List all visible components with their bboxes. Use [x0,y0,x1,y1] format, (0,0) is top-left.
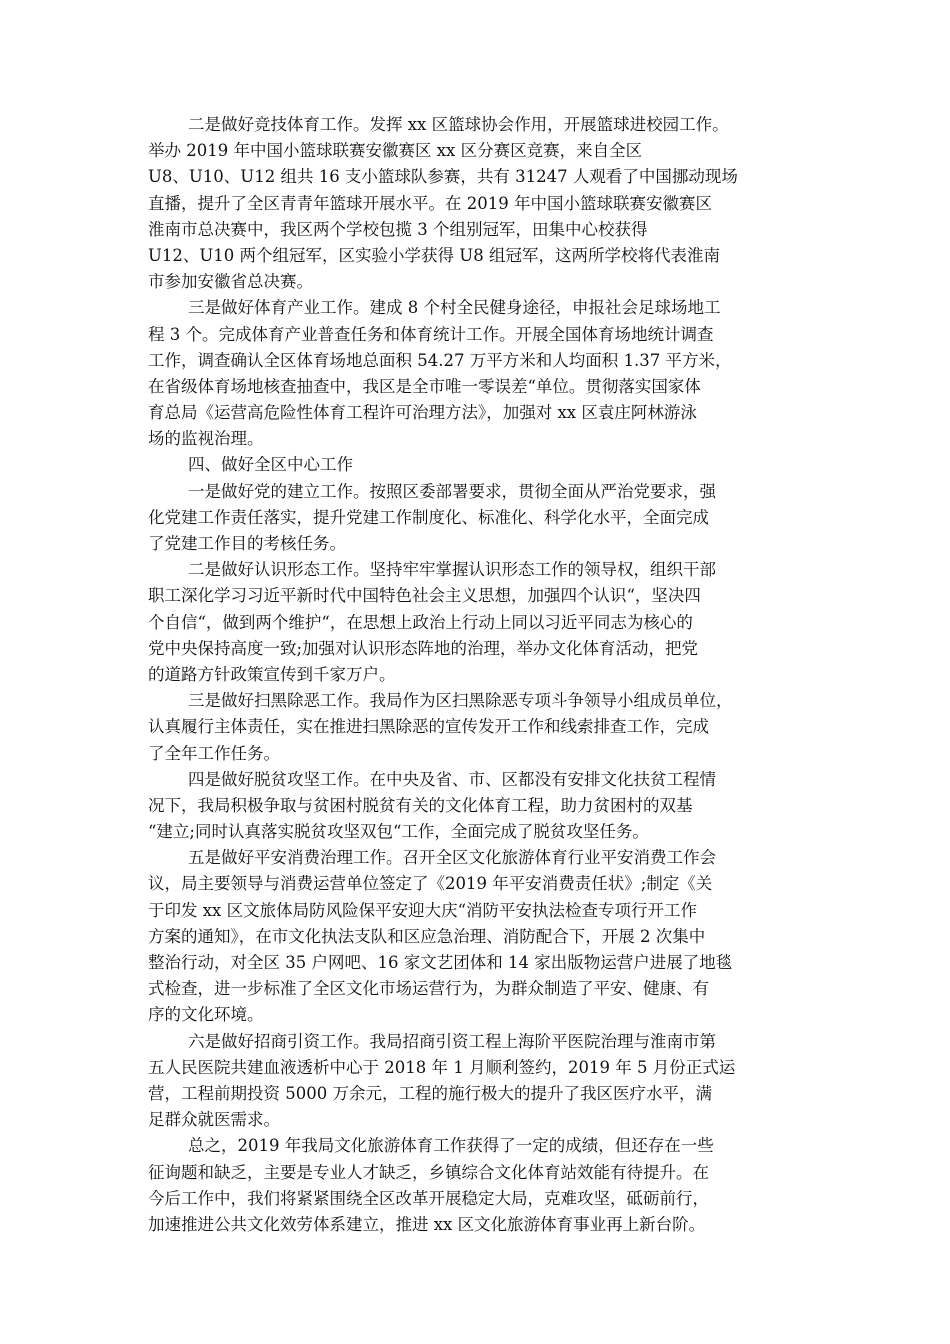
document-body [148,112,808,1238]
text-line: 四是做好脱贫攻坚工作。在中央及省、市、区都没有安排文化扶贫工程情 [188,769,716,789]
text-line: 五是做好平安消费治理工作。召开全区文化旅游体育行业平安消费工作会 [188,848,716,868]
text-line: 工作，调查确认全区体育场地总面积 54.27 万平方米和人均面积 1.37 平方米， [148,350,732,370]
text-line: 举办 2019 年中国小篮球联赛安徽赛区 xx 区分赛区竞赛，来自全区 [148,141,643,161]
text-line: 营，工程前期投资 5000 万余元，工程的施行极大的提升了我区医疗水平，满 [148,1083,712,1103]
text-line: 场的监视治理。 [148,429,264,449]
text-line: 总之，2019 年我局文化旅游体育工作获得了一定的成绩，但还存在一些 [188,1136,714,1156]
text-line: 二是做好竞技体育工作。发挥 xx 区篮球协会作用，开展篮球进校园工作。 [188,115,729,134]
text-line: 足群众就医需求。 [148,1110,280,1130]
text-line: 加速推进公共文化效劳体系建立，推进 xx 区文化旅游体育事业再上新台阶。 [148,1214,706,1234]
text-line: 淮南市总决赛中，我区两个学校包揽 3 个组别冠军，田集中心校获得 [148,219,648,239]
text-line: 一是做好党的建立工作。按照区委部署要求，贯彻全面从严治党要求，强 [188,481,716,501]
text-line: 于印发 xx 区文旅体局防风险保平安迎大庆“消防平安执法检查专项行开工作 [148,900,698,920]
paragraph [148,452,808,478]
text-line: 程 3 个。完成体育产业普查任务和体育统计工作。开展全国体育场地统计调查 [148,324,714,344]
text-line: 认真履行主体责任，实在推进扫黑除恶的宣传发开工作和线索排查工作，完成 [148,717,709,737]
paragraph [148,479,808,558]
text-line: 个自信“，做到两个维护“，在思想上政治上行动上同以习近平同志为核心的 [148,612,693,632]
text-line: 征询题和缺乏，主要是专业人才缺乏，乡镇综合文化体育站效能有待提升。在 [148,1162,709,1182]
text-line: 在省级体育场地核查抽查中，我区是全市唯一零误差“单位。贯彻落实国家体 [148,376,701,396]
text-line: 五人民医院共建血液透析中心于 2018 年 1 月顺利签约，2019 年 5 月份正式运 [148,1057,736,1077]
paragraph [148,767,808,846]
text-line: 六是做好招商引资工作。我局招商引资工程上海阶平医院治理与淮南市第 [188,1031,716,1051]
text-line: U8、U10、U12 组共 16 支小篮球队参赛，共有 31247 人观看了中国挪动现场 [148,167,738,187]
text-line: 三是做好体育产业工作。建成 8 个村全民健身途径，申报社会足球场地工 [188,298,721,318]
text-line: 整治行动，对全区 35 户网吧、16 家文艺团体和 14 家出版物运营户进展了地毯 [148,953,733,972]
text-line: 方案的通知》，在市文化执法支队和区应急治理、消防配合下，开展 2 次集中 [148,926,706,946]
paragraph [148,688,808,767]
text-line: 市参加安徽省总决赛。 [148,272,313,292]
text-line: 式检查，进一步标准了全区文化市场运营行为，为群众制造了平安、健康、有 [148,979,709,999]
text-line: “建立;同时认真落实脱贫攻坚双包“工作，全面完成了脱贫攻坚任务。 [148,822,649,842]
text-line: 了党建工作目的考核任务。 [148,534,346,553]
paragraph [148,1133,808,1238]
text-line: 三是做好扫黑除恶工作。我局作为区扫黑除恶专项斗争领导小组成员单位， [188,691,733,711]
text-line: 今后工作中，我们将紧紧围绕全区改革开展稳定大局，克难攻坚，砥砺前行， [148,1188,709,1208]
paragraph [148,1029,808,1134]
text-line: 化党建工作责任落实，提升党建工作制度化、标准化、科学化水平，全面完成 [148,507,709,527]
text-line: 了全年工作任务。 [148,743,280,763]
text-line: 二是做好认识形态工作。坚持牢牢掌握认识形态工作的领导权，组织干部 [188,560,716,580]
text-line: 育总局《运营高危险性体育工程许可治理方法》，加强对 xx 区袁庄阿林游泳 [148,403,697,423]
paragraph [148,295,808,452]
text-line: 职工深化学习习近平新时代中国特色社会主义思想，加强四个认识“，坚决四 [148,586,701,606]
text-line: 序的文化环境。 [148,1005,264,1025]
text-line: 议，局主要领导与消费运营单位签定了《2019 年平安消费责任状》;制定《关 [148,874,713,894]
text-line: 直播，提升了全区青青年篮球开展水平。在 2019 年中国小篮球联赛安徽赛区 [148,193,712,213]
text-line: 党中央保持高度一致;加强对认识形态阵地的治理，举办文化体育活动，把党 [148,638,699,658]
paragraph [148,112,808,295]
text-line: 的道路方针政策宣传到千家万户。 [148,664,396,684]
text-line: U12、U10 两个组冠军，区实验小学获得 U8 组冠军，这两所学校将代表淮南 [148,245,720,265]
text-line: 四、做好全区中心工作 [188,455,353,475]
paragraph [148,557,808,688]
text-line: 况下，我局积极争取与贫困村脱贫有关的文化体育工程，助力贫困村的双基 [148,795,693,815]
paragraph [148,845,808,1028]
